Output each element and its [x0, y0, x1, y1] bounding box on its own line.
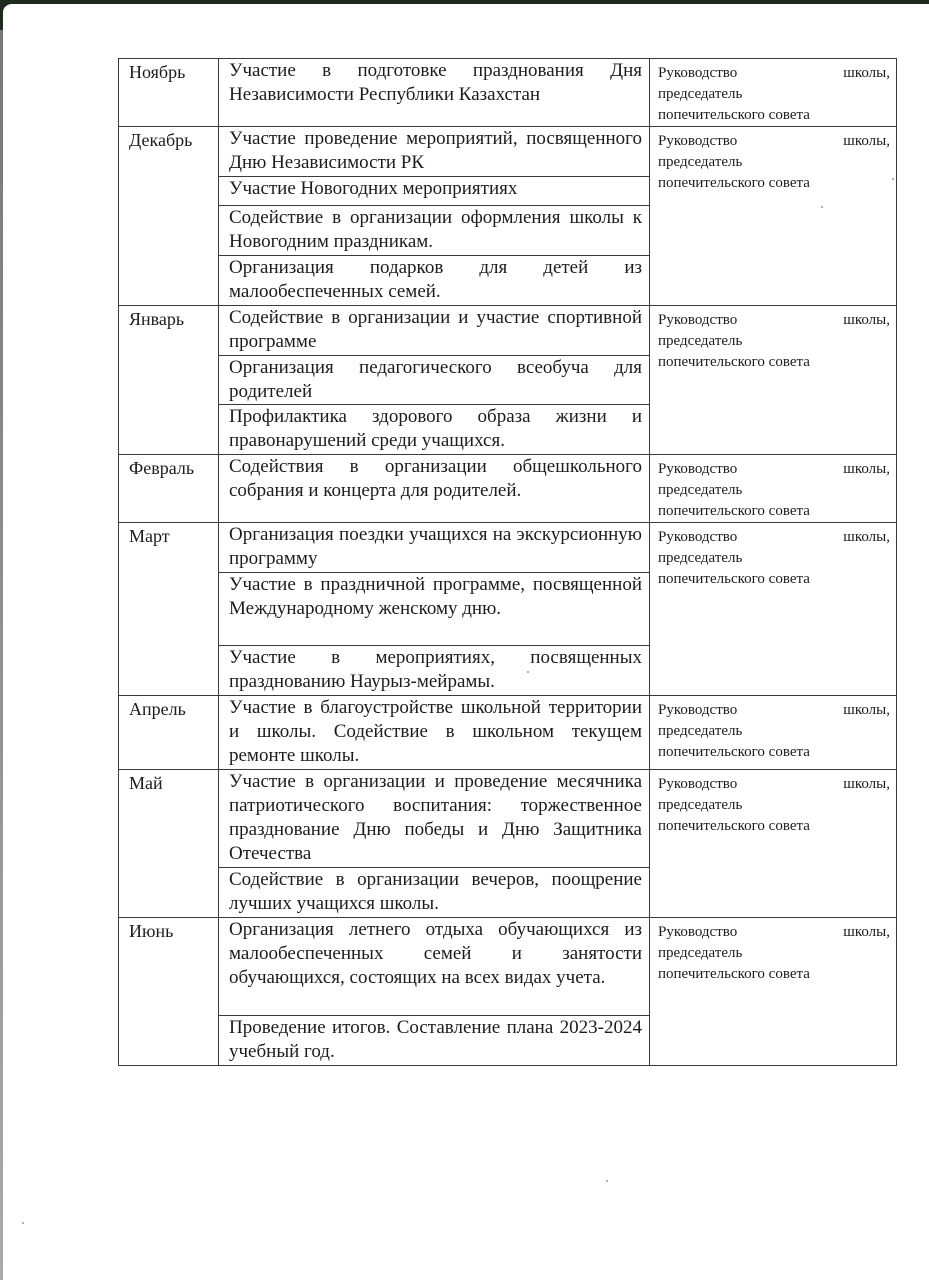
responsible-line3: попечительского совета [658, 503, 810, 519]
table-row [119, 455, 897, 523]
table-row [119, 306, 897, 356]
scan-edge-left [0, 0, 3, 1280]
responsible-word2: школы, [843, 924, 890, 940]
responsible-line3: попечительского совета [658, 966, 810, 982]
scan-speck [527, 671, 529, 673]
responsible-line3: попечительского совета [658, 818, 810, 834]
responsible-word1: Руководство [658, 461, 738, 477]
activity-cell: Участие в подготовке празднования Дня Независимости Республики Казахстан [219, 59, 650, 127]
responsible-line3: попечительского совета [658, 107, 810, 123]
responsible-word2: школы, [843, 702, 890, 718]
responsible-line3: попечительского совета [658, 175, 810, 191]
month-cell: Июнь [119, 918, 219, 1066]
responsible-line2: председатель [658, 482, 743, 498]
responsible-word1: Руководство [658, 702, 738, 718]
activity-cell: Участие в благоустройстве школьной территории и школы. Содействие в школьном текущем ремонте школы. [219, 696, 650, 770]
responsible-cell [650, 770, 897, 918]
activity-cell: Участие в организации и проведение месячника патриотического воспитания: торжественное празднование Дню победы и Дню Защитника Отечества [219, 770, 650, 868]
activity-cell: Участие проведение мероприятий, посвященного Дню Независимости РК [219, 127, 650, 177]
responsible-word1: Руководство [658, 529, 738, 545]
month-cell: Апрель [119, 696, 219, 770]
month-cell: Декабрь [119, 127, 219, 306]
scan-speck [22, 1222, 24, 1224]
activity-cell: Участие в мероприятиях, посвященных празднованию Наурыз-мейрамы. [219, 646, 650, 696]
activity-cell: Содействие в организации оформления школы к Новогодним праздникам. [219, 206, 650, 256]
responsible-line2: председатель [658, 723, 743, 739]
scan-edge-top [0, 0, 929, 4]
scan-speck [606, 1180, 608, 1182]
responsible-cell [650, 455, 897, 523]
activity-cell: Организация летнего отдыха обучающихся из малообеспеченных семей и занятости обучающихся, состоящих на всех видах учета. [219, 918, 650, 1016]
responsible-cell [650, 523, 897, 696]
activity-cell: Содействия в организации общешкольного собрания и концерта для родителей. [219, 455, 650, 523]
responsible-cell [650, 696, 897, 770]
scan-speck [892, 178, 894, 180]
responsible-word1: Руководство [658, 776, 738, 792]
responsible-word2: школы, [843, 529, 890, 545]
responsible-cell [650, 127, 897, 306]
responsible-cell [650, 59, 897, 127]
responsible-word1: Руководство [658, 312, 738, 328]
responsible-word2: школы, [843, 65, 890, 81]
responsible-line2: председатель [658, 86, 743, 102]
responsible-word2: школы, [843, 776, 890, 792]
table-row [119, 59, 897, 127]
responsible-line3: попечительского совета [658, 744, 810, 760]
table-row [119, 127, 897, 177]
activity-cell: Профилактика здорового образа жизни и правонарушений среди учащихся. [219, 405, 650, 455]
responsible-word2: школы, [843, 312, 890, 328]
activity-cell: Участие Новогодних мероприятиях [219, 177, 650, 206]
responsible-line2: председатель [658, 333, 743, 349]
table-row [119, 918, 897, 1016]
plan-table-body [119, 59, 897, 1066]
table-row [119, 696, 897, 770]
month-cell: Май [119, 770, 219, 918]
activity-cell: Организация подарков для детей из малообеспеченных семей. [219, 256, 650, 306]
month-cell: Март [119, 523, 219, 696]
responsible-cell [650, 918, 897, 1066]
activity-cell: Участие в праздничной программе, посвященной Международному женскому дню. [219, 573, 650, 646]
month-cell: Январь [119, 306, 219, 455]
month-cell: Февраль [119, 455, 219, 523]
scan-speck [821, 206, 823, 208]
month-cell: Ноябрь [119, 59, 219, 127]
responsible-word1: Руководство [658, 924, 738, 940]
responsible-line3: попечительского совета [658, 571, 810, 587]
activity-cell: Содействие в организации и участие спортивной программе [219, 306, 650, 356]
table-row [119, 770, 897, 868]
responsible-line2: председатель [658, 797, 743, 813]
responsible-line2: председатель [658, 550, 743, 566]
activity-cell: Проведение итогов. Составление плана 2023-2024 учебный год. [219, 1016, 650, 1066]
responsible-word1: Руководство [658, 133, 738, 149]
table-row [119, 523, 897, 573]
responsible-line2: председатель [658, 154, 743, 170]
responsible-cell [650, 306, 897, 455]
responsible-line3: попечительского совета [658, 354, 810, 370]
activity-cell: Содействие в организации вечеров, поощрение лучших учащихся школы. [219, 868, 650, 918]
responsible-word1: Руководство [658, 65, 738, 81]
responsible-word2: школы, [843, 461, 890, 477]
activity-cell: Организация поездки учащихся на экскурсионную программу [219, 523, 650, 573]
plan-table [118, 58, 897, 1066]
responsible-line2: председатель [658, 945, 743, 961]
activity-cell: Организация педагогического всеобуча для родителей [219, 356, 650, 405]
responsible-word2: школы, [843, 133, 890, 149]
